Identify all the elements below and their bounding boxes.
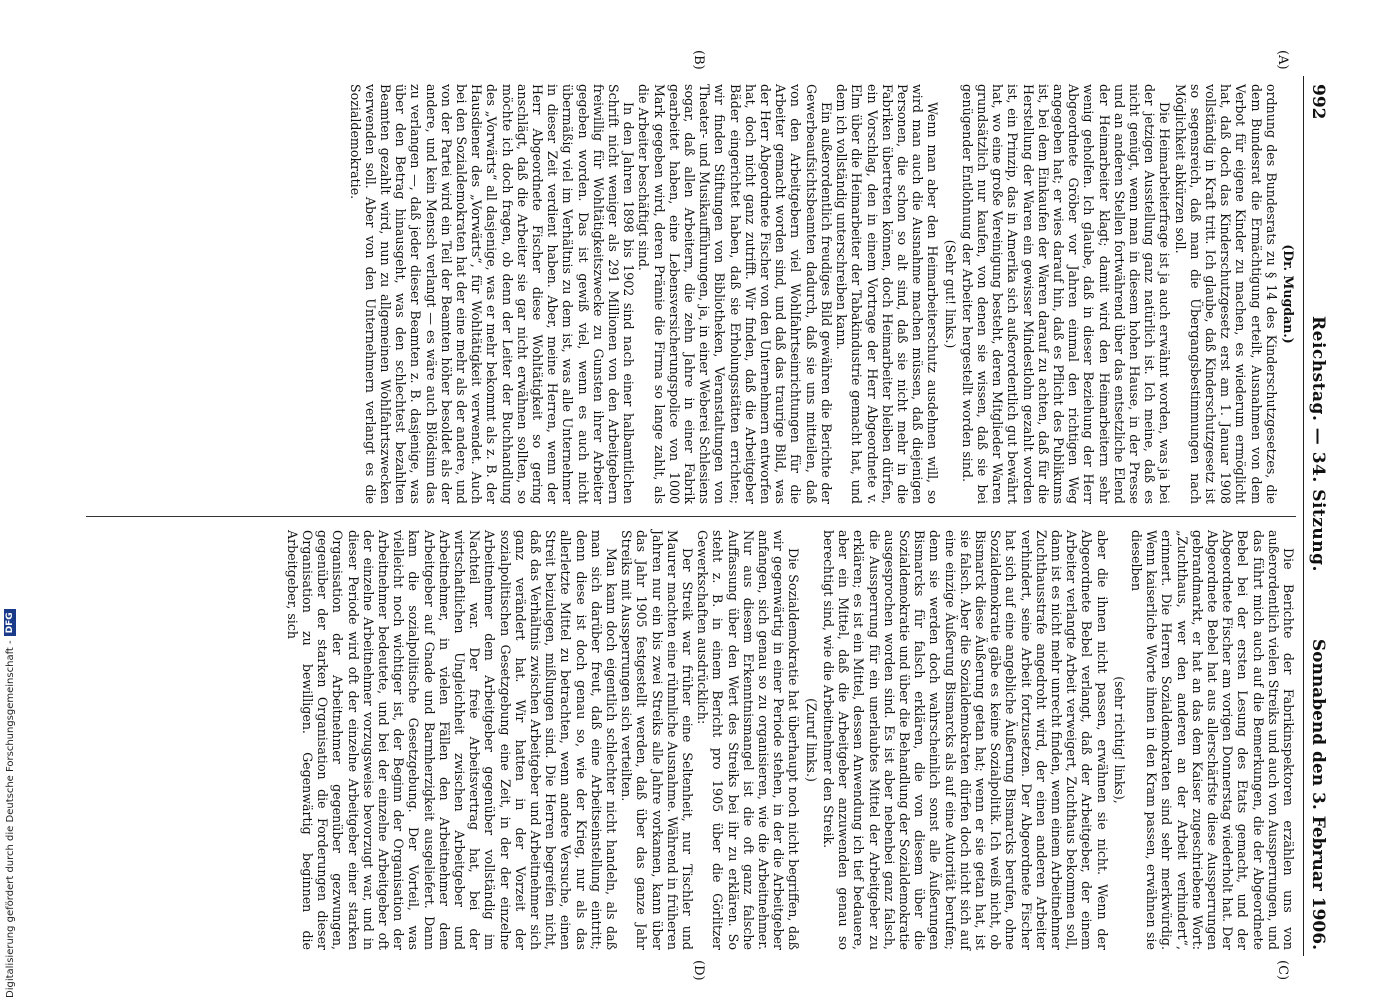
margin-marker-b: (B) <box>691 50 706 70</box>
paragraph: Man kann doch eigentlich schlechter nicht handeln, als daß man sich darüber freut, daß eine Arbeitseinstellung eintritt; denn diese ist doch genau so, wie der Krieg, nur als das allerletzte Mittel zu betrachten, wenn andere Versuche, einen Streit beizulegen, mißlungen sind. Die Herren begreifen nicht, daß das Verhältnis zwischen Arbeitgeber und Arbeitnehmer sich ganz verändert hat. Wir hatten in der Vorzeit der sozialpolitischen Gesetzgebung eine Zeit, in der der einzelne Arbeitnehmer dem Arbeitgeber gegenüber vollständig im Nachteil war. Der freie Arbeitsvertrag hat, bei der wirtschaftlichen Ungleichheit zwischen Arbeitgeber und Arbeitnehmer, in vielen Fällen den Arbeitnehmer dem Arbeitgeber auf Gnade und Barmherzigkeit ausgeliefert. Dann kam die sozialpolitische Gesetzgebung. Der Vorteil, was vielleicht noch wichtiger ist, der Beginn der Organisation der Arbeitnehmer bedeutete, und bei der einzelne Arbeitgeber oft der einzelne Arbeitnehmer vorzugsweise bevorzugt war, und in dieser Periode wird oft der einzelne Arbeitgeber einer starken Organisation der Arbeitnehmer gegenüber gezwungen, gegenüber der starken Organisation die Forderungen dieser Organisation zu bewilligen. Gegenwärtig beginnen die Arbeitgeber, sich <box>284 530 620 950</box>
paragraph: ordnung des Bundesrats zu § 14 des Kinderschutzgesetzes, die dem Bundesrat die Ermächtigung erteilt, Ausnahmen von dem Verbot für eigene Kinder zu machen, es wiederum ermöglicht hat, daß doch das Kinderschutzgesetz erst am 1. Januar 1908 vollständig in Kraft tritt. Ich glaube, daß Kinderschutzgesetz ist so segensreich, daß man die Übergangsbestimmungen nach Möglichkeit abkürzen soll. <box>1172 84 1279 504</box>
quoted-passage: Der Streik war früher eine Seltenheit, nur Tischler und Maurer machten eine rühmliche Ausnahme. Während in früheren Jahren nur ein bis zwei Streiks alle Jahre vorkamen, kann über das Jahr 1905 festgestellt werden, daß über das ganze Jahr Streiks mit Aussperrungen sich verteilten. <box>619 530 696 950</box>
applause-note: (sehr richtig! links), <box>1111 676 1127 804</box>
page-number: 992 <box>1308 84 1328 120</box>
speaker-name: (Dr. Mugdan.) <box>1281 244 1296 344</box>
applause-note: (Sehr gut! links.) <box>942 239 958 349</box>
right-column <box>285 530 1296 950</box>
column-divider <box>86 516 1296 517</box>
paragraph: aber die ihnen nicht passen, erwähnen sie nicht. Wenn der Abgeordnete Bebel verlangt, daß der Arbeitgeber, der einem Arbeiter verlangte Arbeit verweigert, Zuchthaus bekommen soll, dann ist es nicht mehr unrecht finden, wenn einem Arbeitnehmer Zuchthausstrafe angedroht wird, der einen anderen Arbeiter verhindert, seine Arbeit fortzusetzen. Der Abgeordnete Fischer hat sich auf eine angebliche Äußerung Bismarcks berufen, ohne Sozialdemokratie gäbe es keine Sozialpolitik. Ich weiß nicht, ob Bismarck diese Äußerung getan hat; wenn er sie getan hat, ist sie falsch. Aber die Sozialdemokraten dürfen doch nicht sich auf eine einzige Äußerung Bismarcks als auf eine Autorität berufen; denn sie werden doch wahrscheinlich sonst alle Äußerungen Bismarcks für falsch erklären, die von diesem über die Sozialdemokratie und über die Behandlung der Sozialdemokratie ausgesprochen worden sind. Es ist aber nebenbei ganz falsch, die Aussperrung für ein unerlaubtes Mittel der Arbeitgeber zu erklären; es ist ein Mittel, dessen Anwendung ich tief bedauere, aber ein Mittel, daß die Arbeitgeber anzuwenden genau so berechtigt sind, wie die Arbeitnehmer den Streik. <box>820 530 1110 950</box>
paragraph: In den Jahren 1898 bis 1902 sind nach einer halbamtlichen Schrift nicht weniger als 291 Millionen von den Arbeitgebern freiwillig für Wohltätigkeitszwecke zu Gunsten ihrer Arbeiter gegeben worden. Das ist gewiß viel, wenn es auch nicht übermäßig viel im Verhältnis zu dem ist, was alle Unternehmer in dieser Zeit verdient haben. Aber, meine Herren, wenn der Herr Abgeordnete Fischer diese Wohltätigkeit so gering anschlägt, daß die Arbeiter sie gar nicht erwähnen sollten, so möchte ich doch fragen, ob denn der Leiter der Buchhandlung des „Vorwärts“ all dasjenige, was er mehr bekommt als z. B. der Hausdiener des „Vorwärts“, für Wohltätigkeit verwendet. Auch bei den Sozialdemokraten hat der eine mehr als der andere, und von der Partei wird ein Teil der Beamten höher besoldet als der andere, und kein Mensch verlangt — es wäre auch Blödsinn das zu verlangen —, daß jeder dieser Beamten z. B. dasjenige, was über den Betrag hinausgeht, was den schlechtest bezahlten Beamten gezahlt wird, nun zu allgemeinen Wohlfahrtszwecken verwenden soll. Aber von den Unternehmern verlangt es die Sozialdemokratie. <box>347 84 637 504</box>
margin-marker-c: (C) <box>1275 960 1290 981</box>
session-date: Sonnabend den 3. Februar 1906. <box>1308 638 1328 950</box>
document-page <box>80 50 1330 981</box>
left-column <box>347 84 1296 504</box>
credit-text: Digitalisierung gefördert durch die Deutsche Forschungsgemeinschaft - <box>4 640 16 998</box>
digitization-credit <box>4 609 16 998</box>
margin-marker-a: (A) <box>1275 50 1290 70</box>
paragraph: Die Heimarbeiterfrage ist ja auch erwähnt worden, was ja bei der jetzigen Ausstellung ganz natürlich ist. Ich meine, daß es nicht genügt, wenn man in diesem hohen Hause, in der Presse und an anderen Stellen fortwährend über das entsetzliche Elend der Heimarbeiter klagt; damit wird den Heimarbeitern sehr wenig geholfen. Ich glaube, daß in dieser Beziehung der Herr Abgeordnete Gröber vor Jahren einmal den richtigen Weg angegeben hat; er wies darauf hin, daß es Pflicht des Publikums ist, bei dem Einkaufen der Waren darauf zu achten, daß für die Herstellung der Waren ein gewisser Mindestlohn gezahlt worden ist, ein Prinzip, das in Amerika sich außerordentlich gut bewährt hat, wo eine große Vereinigung besteht, deren Mitglieder Waren grundsätzlich nur kaufen, von denen sie wissen, daß sie bei genügender Entlohnung der Arbeiter hergestellt worden sind. <box>959 84 1173 504</box>
paragraph: Ein außerordentlich freudiges Bild gewähren die Berichte der Gewerbeaufsichtsbeamten dadurch, daß sie uns mitteilen, daß von den Arbeitgebern viel Wohlfahrtseinrichtungen für die Arbeiter gemacht worden sind, und daß das traurige Bild, was der Herr Abgeordnete Fischer von den Unternehmern entworfen hat, doch nicht ganz zutrifft. Wir finden, daß die Arbeitgeber Bäder eingerichtet haben, daß sie Erholungsstätten errichten; wir finden Stiftungen von Bibliotheken, Veranstaltungen von Theater- und Musikaufführungen, ja, in einer Weberei Schlesiens sogar, daß allen Arbeitern, die zehn Jahre in einer Fabrik gearbeitet haben, eine Lebensversicherungspolice von 1000 Mark gegeben wird, deren Prämie die Firma so lange zahlt, als die Arbeiter beschäftigt sind. <box>636 84 834 504</box>
page-header <box>1303 76 1330 956</box>
paragraph: Wenn man aber den Heimarbeiterschutz ausdehnen will, so wird man auch die Ausnahme machen müssen, daß diejenigen Personen, die schon so alt sind, daß sie nicht mehr in die Fabriken übertreten können, doch Heimarbeiter bleiben dürfen, ein Vorschlag, den in einem Vortrage der Herr Abgeordnete v. Elm über die Heimarbeiter der Tabakindustrie gemacht hat, und dem ich vollständig unterschreiben kann. <box>834 84 941 504</box>
dfg-logo: DFG <box>4 609 16 636</box>
margin-marker-d: (D) <box>691 960 706 981</box>
paragraph: Die Sozialdemokratie hat überhaupt noch nicht begriffen, daß wir gegenwärtig in einer Periode stehen, in der die Arbeitgeber anfangen, sich genau so zu organisieren, wie die Arbeitnehmer. Nur aus diesem Erkenntnismangel ist die oft ganz falsche Auffassung über den Wert des Streiks bei ihr zu erklären. So steht z. B. in einem Bericht pro 1905 über die Görlitzer Gewerkschaften ausdrücklich: <box>695 530 802 950</box>
paragraph: Die Berichte der Fabrikinspektoren erzählen uns von außerordentlich vielen Streiks und auch von Aussperrungen, und das führt mich auch auf die Bemerkungen, die der Abgeordnete Bebel bei der ersten Lesung des Etats gemacht, und der Abgeordnete Fischer am vorigen Donnerstag wiederholt hat. Der Abgeordnete Bebel hat aus allerschärfste diese Aussperrungen gebrandmarkt, er hat an das dem Kaiser zugeschriebene Wort: „Zuchthaus, wer den anderen an der Arbeit verhindert“, erinnert. Die Herren Sozialdemokraten sind sehr merkwürdig. Wenn kaiserliche Worte ihnen in den Kram passen, erwähnen sie dieselben <box>1128 530 1296 950</box>
page-title: Reichstag. — 34. Sitzung. <box>1308 316 1328 572</box>
interjection-note: (Zuruf links.) <box>803 698 819 782</box>
